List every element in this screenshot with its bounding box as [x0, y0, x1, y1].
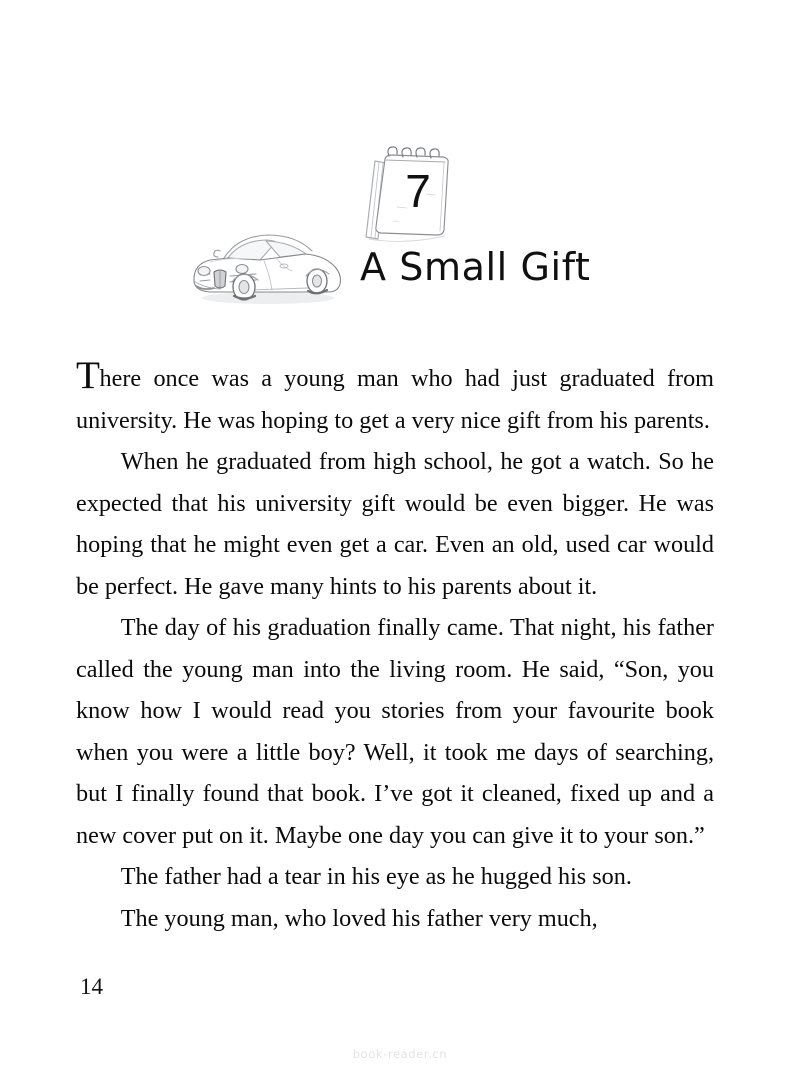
watermark: book-reader.cn	[352, 1047, 448, 1061]
chapter-number: 7	[405, 164, 431, 217]
paragraph-text: When he graduated from high school, he got a watch. So he expected that his university gift would be even bigger. He was hoping that he might even get a car. Even an old, used car would be perfect. He gave many hints to his parents about it.	[76, 448, 714, 600]
paragraph	[76, 898, 714, 940]
sports-car-icon	[180, 224, 352, 310]
paragraph	[76, 441, 714, 607]
paragraph	[76, 607, 714, 856]
initial-cap: T	[76, 354, 100, 398]
chapter-title: A Small Gift	[360, 245, 591, 289]
paragraph	[76, 354, 714, 441]
paragraph	[76, 856, 714, 898]
page-number: 14	[80, 974, 103, 999]
story-body	[76, 354, 714, 939]
paragraph-text: The young man, who loved his father very much,	[120, 904, 598, 932]
paragraph-text: The father had a tear in his eye as he hugged his son.	[120, 863, 632, 890]
paragraph-text: here once was a young man who had just graduated from university. He was hoping to get a very nice gift from his parents.	[76, 365, 714, 434]
chapter-header	[0, 120, 800, 330]
paragraph-text: The day of his graduation finally came. That night, his father called the young man into the living room. He said, “Son, you know how I would read you stories from your favourite book when you were a little boy? Well, it took me days of searching, but I finally found that book. I’ve got it cleaned, fixed up and a new cover put on it. Maybe one day you can give it to your son.”	[76, 614, 714, 849]
